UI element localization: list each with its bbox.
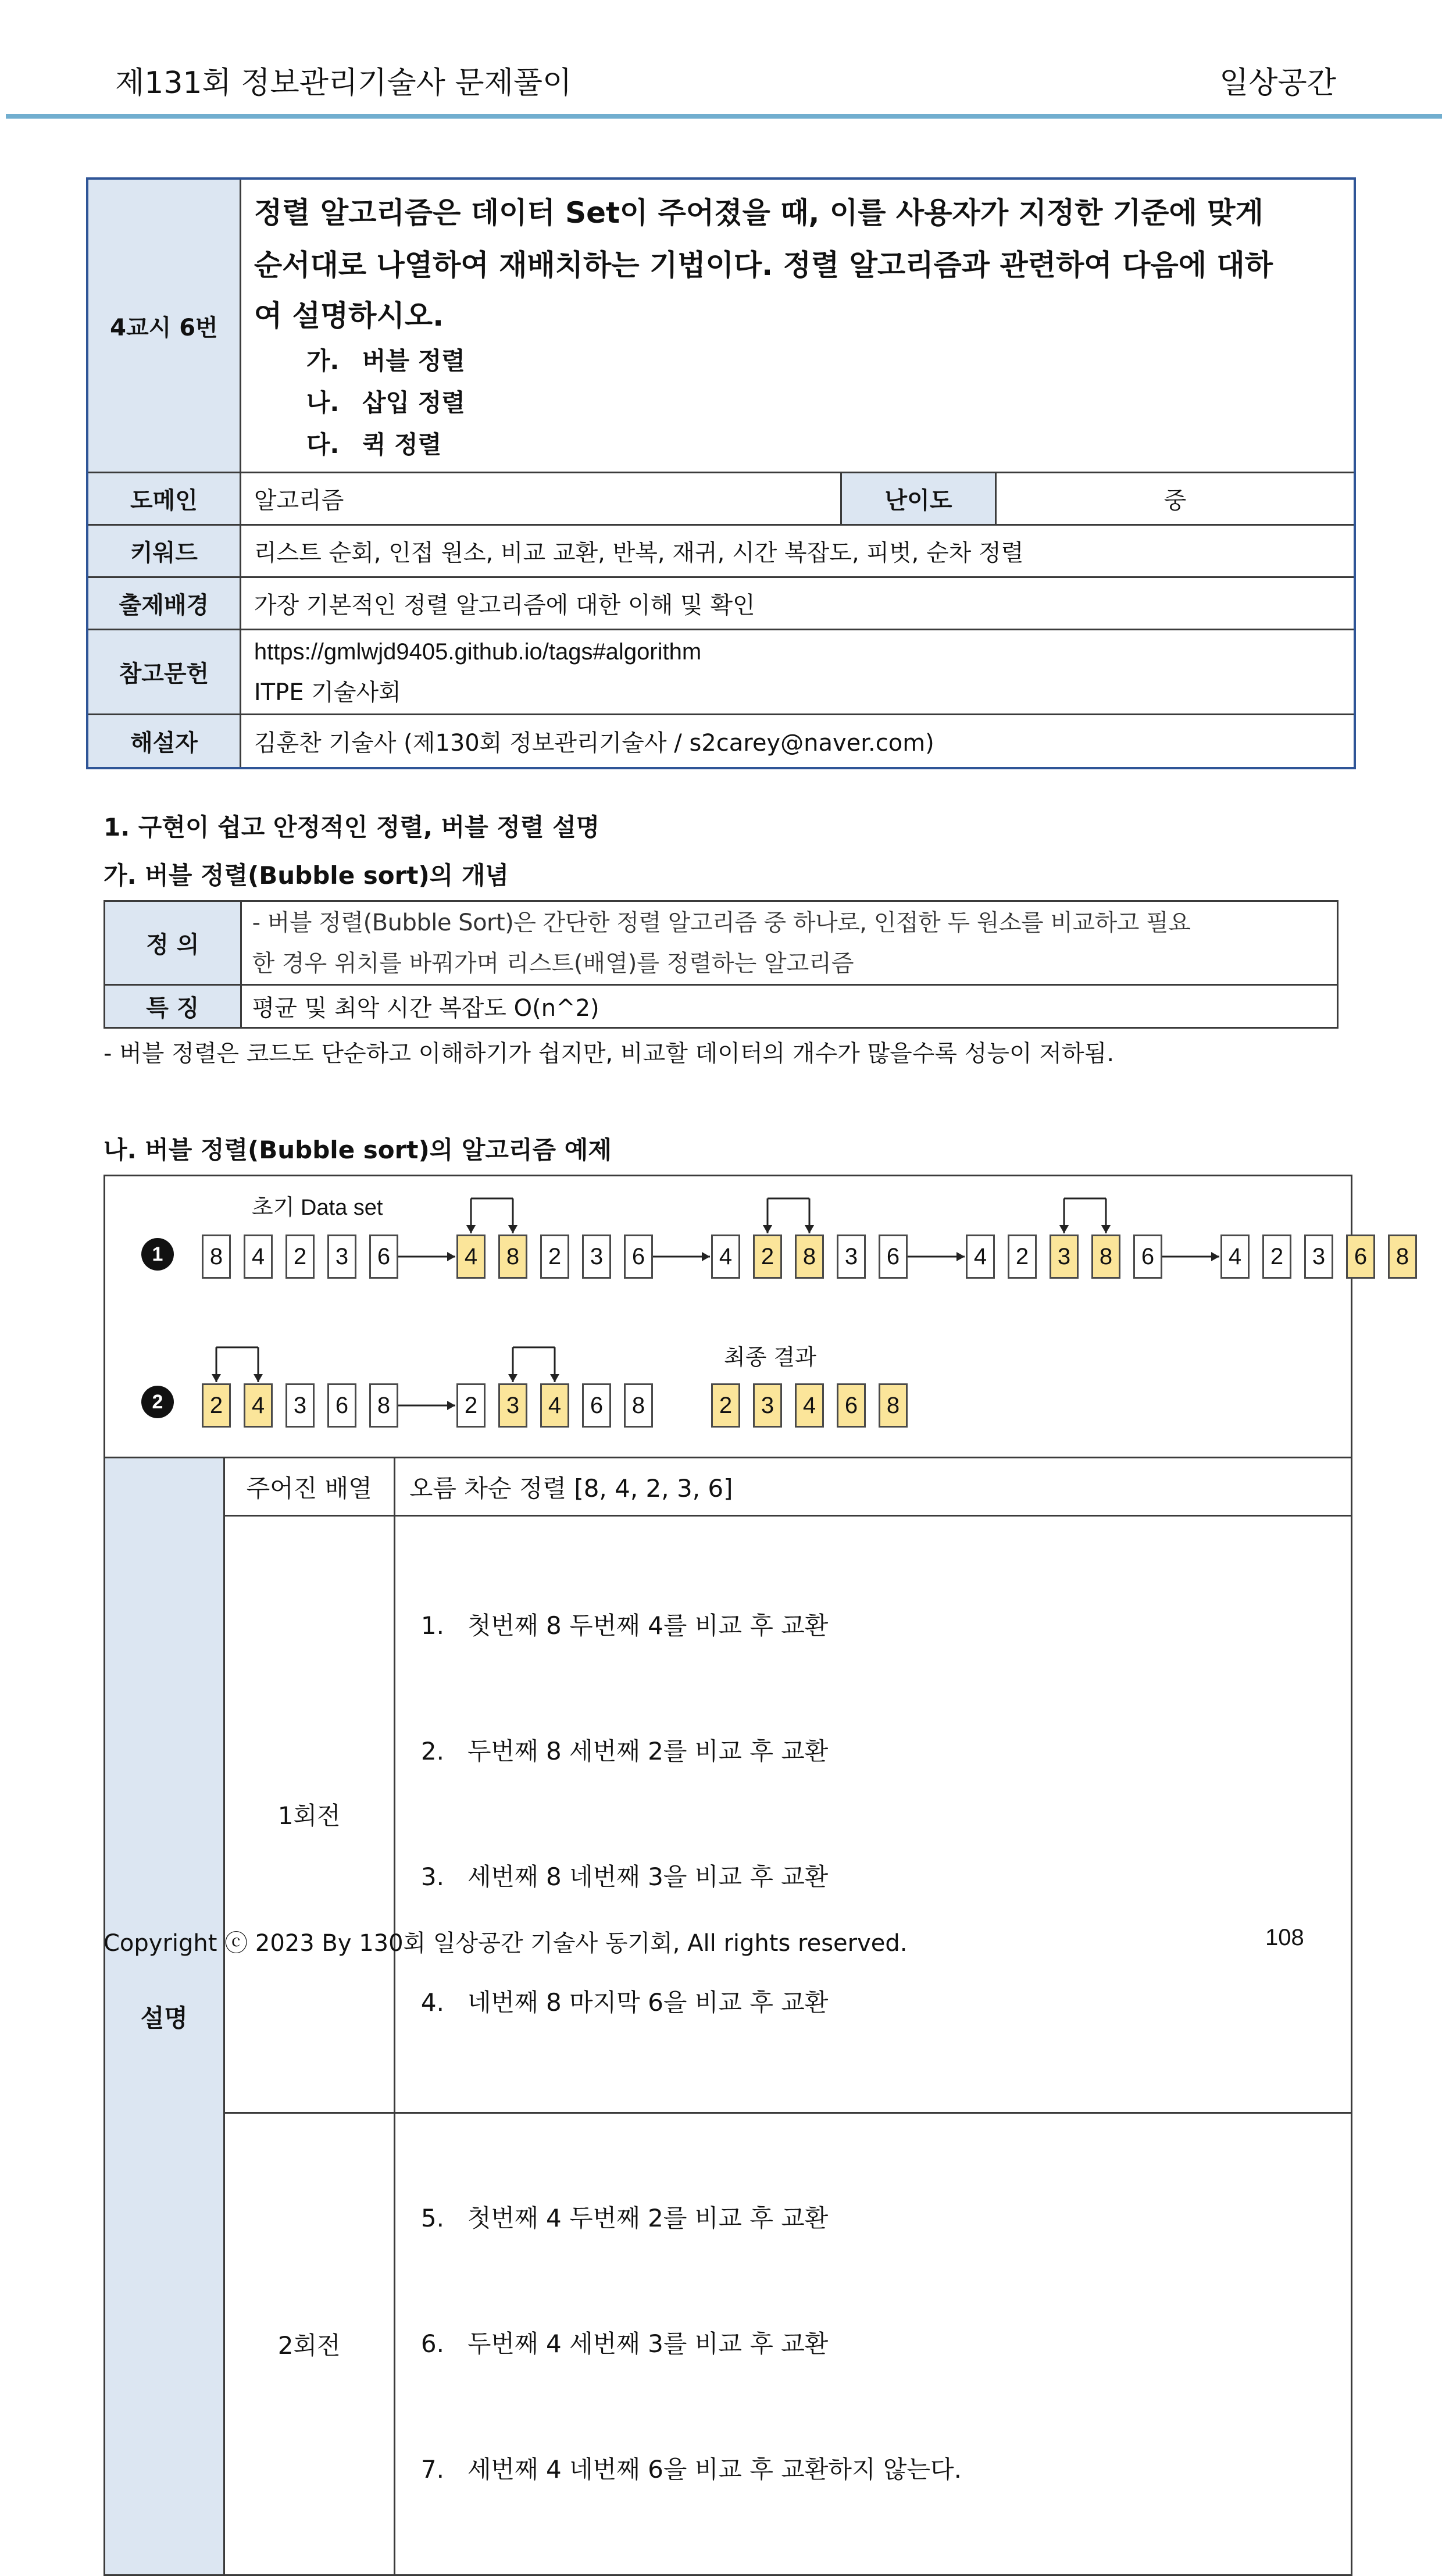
arrow-head [1101, 1225, 1111, 1233]
question-label: 4교시 6번 [87, 179, 240, 473]
reference-item: ITPE 기술사회 [254, 679, 401, 706]
question-item-mark: 다. [306, 430, 340, 459]
footer-copyright: Copyright ⓒ 2023 By 130회 일상공간 기술사 동기회, All rights reserved. [103, 1930, 908, 1957]
step-item: 5. 첫번째 4 두번째 2를 비교 후 교환 [420, 2204, 829, 2232]
data-box: 2 [711, 1383, 740, 1428]
data-box: 8 [369, 1383, 398, 1428]
data-box: 2 [1262, 1235, 1291, 1279]
definition-line: - 버블 정렬(Bubble Sort)은 간단한 정렬 알고리즘 중 하나로, 인접한 두 원소를 비교하고 필요 [252, 909, 1191, 936]
data-box: 3 [327, 1235, 356, 1279]
data-box: 3 [1304, 1235, 1333, 1279]
data-box: 6 [1346, 1235, 1375, 1279]
question-item-text: 삽입 정렬 [362, 388, 465, 417]
note-text: - 버블 정렬은 코드도 단순하고 이해하기가 쉽지만, 비교할 데이터의 개수가 많을수록 성능이 저하됨. [103, 1040, 1115, 1067]
data-box: 6 [327, 1383, 356, 1428]
feature-label: 특 징 [105, 985, 241, 1028]
background-label: 출제배경 [87, 577, 240, 630]
data-box: 4 [711, 1235, 740, 1279]
question-meta-table [86, 177, 1356, 769]
data-box: 4 [244, 1235, 273, 1279]
arrow-head [508, 1374, 517, 1382]
data-box: 8 [1388, 1235, 1417, 1279]
data-box: 2 [456, 1383, 486, 1428]
data-box: 8 [1091, 1235, 1120, 1279]
header-divider [6, 114, 1442, 119]
footer-page-number: 108 [1265, 1925, 1304, 1950]
data-box: 3 [285, 1383, 315, 1428]
data-box: 8 [202, 1235, 231, 1279]
data-box: 6 [837, 1383, 866, 1428]
data-box: 3 [1050, 1235, 1079, 1279]
step-item: 3. 세번째 8 네번째 3을 비교 후 교환 [420, 1863, 829, 1891]
question-item [254, 424, 1340, 466]
round2-steps [394, 2113, 1351, 2575]
step-item: 1. 첫번째 8 두번째 4를 비교 후 교환 [420, 1611, 829, 1640]
given-value: 오름 차순 정렬 [8, 4, 2, 3, 6] [394, 1458, 1351, 1516]
data-box: 4 [456, 1235, 486, 1279]
pass1-badge: 1 [141, 1238, 174, 1271]
data-box: 2 [1008, 1235, 1037, 1279]
arrow-head [466, 1225, 476, 1233]
round2-label: 2회전 [224, 2113, 394, 2575]
arrow-head [447, 1252, 455, 1261]
section-title: 1. 구현이 쉽고 안정적인 정렬, 버블 정렬 설명 [103, 813, 600, 841]
definition-line: 한 경우 위치를 바꿔가며 리스트(배열)를 정렬하는 알고리즘 [252, 950, 854, 977]
page-header-title: 제131회 정보관리기술사 문제풀이 [115, 66, 572, 101]
keywords-value: 리스트 순회, 인접 원소, 비교 교환, 반복, 재귀, 시간 복잡도, 피벗, 순차 정렬 [240, 525, 1355, 577]
data-box: 8 [795, 1235, 824, 1279]
data-box: 3 [753, 1383, 782, 1428]
data-box: 2 [540, 1235, 569, 1279]
data-box: 6 [1133, 1235, 1162, 1279]
question-item [254, 382, 1340, 424]
explanation-label: 설명 [105, 1458, 224, 2575]
difficulty-label: 난이도 [841, 473, 996, 525]
data-box: 2 [202, 1383, 231, 1428]
data-box: 8 [498, 1235, 527, 1279]
data-box: 3 [837, 1235, 866, 1279]
data-box: 4 [1220, 1235, 1250, 1279]
data-box: 4 [540, 1383, 569, 1428]
step-item: 6. 두번째 4 세번째 3를 비교 후 교환 [420, 2329, 829, 2358]
reference-link[interactable]: https://gmlwjd9405.github.io/tags#algorithm [254, 638, 702, 665]
data-box: 6 [369, 1235, 398, 1279]
bubble-sort-figure [103, 1175, 1409, 1458]
definition-table [103, 900, 1339, 1029]
step-item: 2. 두번째 8 세번째 2를 비교 후 교환 [420, 1737, 829, 1765]
arrow-head [447, 1401, 455, 1410]
data-box: 6 [624, 1235, 653, 1279]
initial-data-label: 초기 Data set [252, 1196, 383, 1220]
definition-label: 정 의 [105, 901, 241, 985]
data-box: 4 [966, 1235, 995, 1279]
arrow-head [1211, 1252, 1219, 1261]
author-value: 김훈찬 기술사 (제130회 정보관리기술사 / s2carey@naver.com) [240, 715, 1355, 768]
domain-value: 알고리즘 [240, 473, 841, 525]
arrow-head [702, 1252, 710, 1261]
round1-steps [394, 1516, 1351, 2113]
background-value: 가장 기본적인 정렬 알고리즘에 대한 이해 및 확인 [240, 577, 1355, 630]
data-box: 3 [582, 1235, 611, 1279]
page-header-org: 일상공간 [1219, 66, 1336, 101]
feature-value: 평균 및 최악 시간 복잡도 O(n^2) [241, 985, 1337, 1028]
step-item: 7. 세번째 4 네번째 6을 비교 후 교환하지 않는다. [420, 2455, 962, 2484]
question-item-text: 퀵 정렬 [362, 430, 442, 459]
question-item-mark: 가. [306, 347, 340, 375]
question-body [240, 179, 1355, 473]
keywords-label: 키워드 [87, 525, 240, 577]
data-box: 6 [582, 1383, 611, 1428]
data-box: 6 [879, 1235, 908, 1279]
arrow-head [550, 1374, 559, 1382]
arrow-head [956, 1252, 965, 1261]
question-text-line2: 순서대로 나열하여 재배치하는 기법이다. 정렬 알고리즘과 관련하여 다음에 대하 [254, 248, 1273, 282]
data-box: 2 [285, 1235, 315, 1279]
domain-label: 도메인 [87, 473, 240, 525]
data-box: 4 [244, 1383, 273, 1428]
definition-value [241, 901, 1337, 985]
subsection-title-b: 나. 버블 정렬(Bubble sort)의 알고리즘 예제 [103, 1136, 612, 1164]
subsection-title-a: 가. 버블 정렬(Bubble sort)의 개념 [103, 861, 509, 890]
references-label: 참고문헌 [87, 630, 240, 715]
data-box: 4 [795, 1383, 824, 1428]
arrow-head [763, 1225, 772, 1233]
question-text-line1: 정렬 알고리즘은 데이터 Set이 주어졌을 때, 이를 사용자가 지정한 기준에 맞게 [254, 196, 1263, 230]
data-box: 8 [879, 1383, 908, 1428]
arrow-head [212, 1374, 221, 1382]
references-value [240, 630, 1355, 715]
data-box: 8 [624, 1383, 653, 1428]
given-label: 주어진 배열 [224, 1458, 394, 1516]
arrow-head [805, 1225, 814, 1233]
arrow-head [254, 1374, 263, 1382]
question-text-line3: 여 설명하시오. [254, 299, 444, 333]
author-label: 해설자 [87, 715, 240, 768]
explanation-table [103, 1457, 1352, 2576]
question-item-mark: 나. [306, 388, 340, 417]
data-box: 2 [753, 1235, 782, 1279]
question-item [254, 340, 1340, 382]
final-result-label: 최종 결과 [724, 1344, 816, 1370]
arrow-head [1059, 1225, 1069, 1233]
arrow-head [508, 1225, 517, 1233]
round1-label: 1회전 [224, 1516, 394, 2113]
data-box: 3 [498, 1383, 527, 1428]
difficulty-value: 중 [995, 473, 1355, 525]
question-item-text: 버블 정렬 [362, 347, 465, 375]
step-item: 4. 네번째 8 마지막 6을 비교 후 교환 [420, 1988, 829, 2017]
pass2-badge: 2 [141, 1386, 174, 1418]
